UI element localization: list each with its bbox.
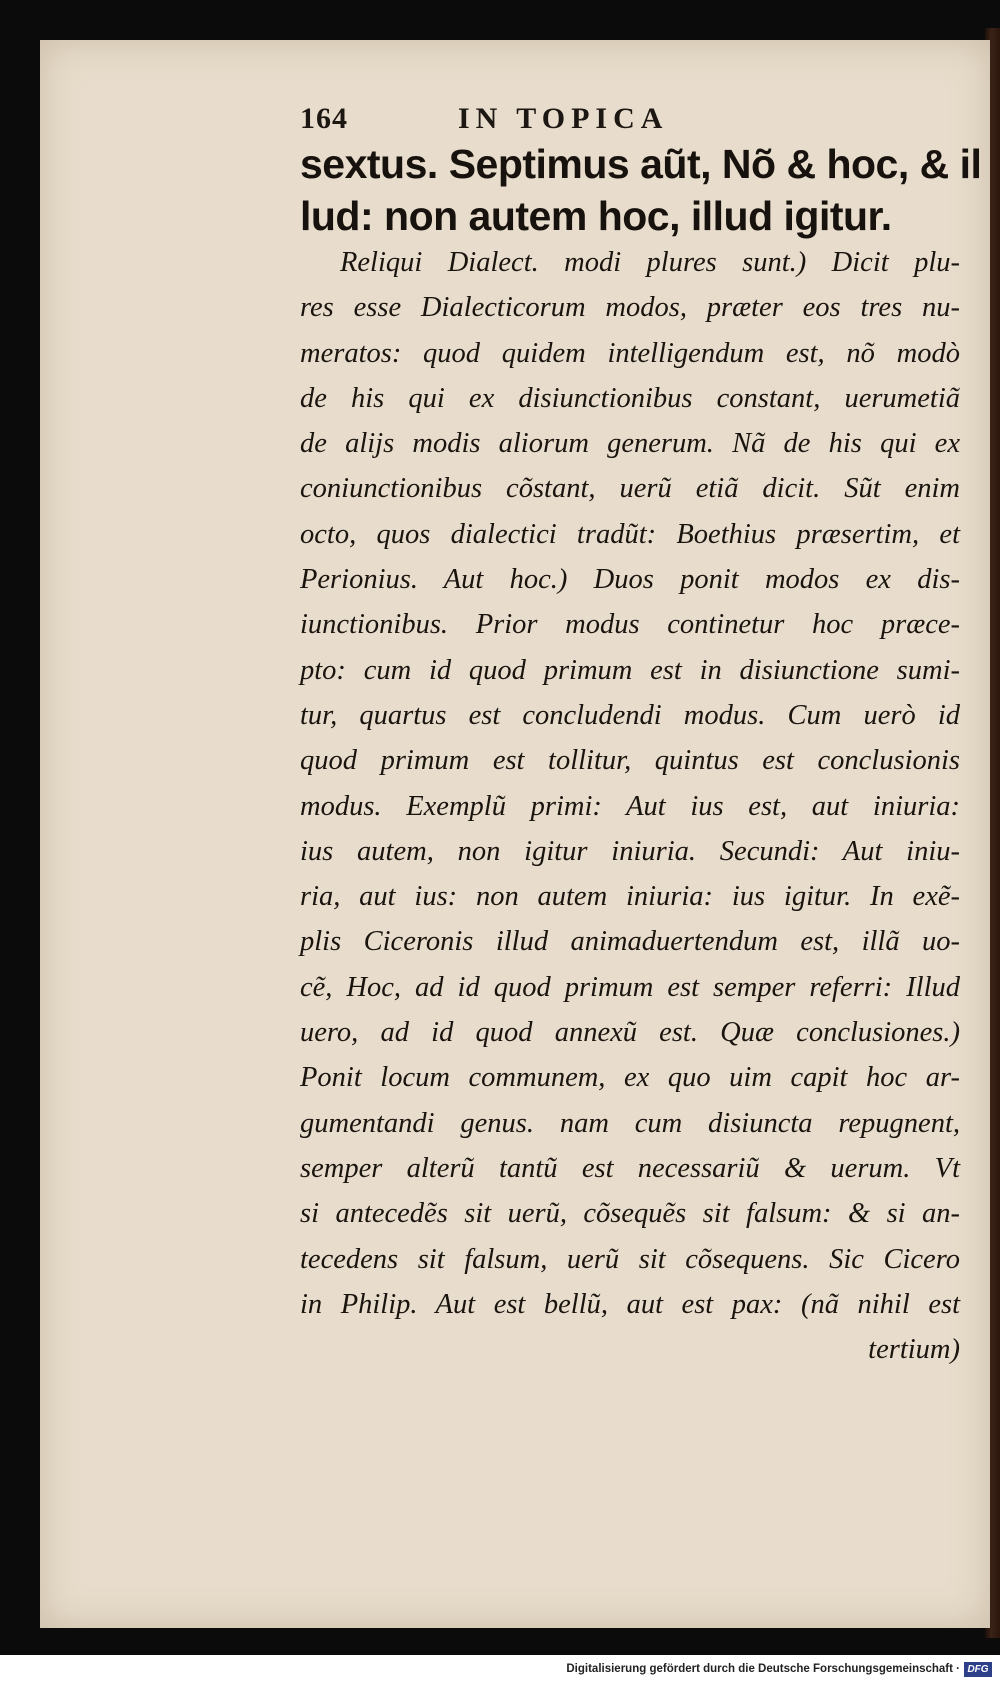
- commentary-line: semper alterũ tantũ est necessariũ & uerum. Vt: [300, 1152, 960, 1184]
- commentary-line: iunctionibus. Prior modus continetur hoc præce-: [300, 609, 960, 641]
- commentary-line: res esse Dialecticorum modos, præter eos tres nu-: [300, 292, 960, 324]
- commentary-line: Ponit locum communem, ex quo uim capit hoc ar-: [300, 1062, 960, 1094]
- commentary-line: de alijs modis aliorum generum. Nã de his qui ex: [300, 428, 960, 460]
- funding-credit: Digitalisierung gefördert durch die Deutsche Forschungsgemeinschaft ·: [566, 1663, 960, 1675]
- commentary-line: pto: cum id quod primum est in disiunctione sumi-: [300, 654, 960, 686]
- main-text-line: lud: non autem hoc, illud igitur.: [300, 193, 892, 239]
- commentary-line: si antecedẽs sit uerũ, cõsequẽs sit falsum: & si an-: [300, 1198, 960, 1230]
- commentary-line: quod primum est tollitur, quintus est conclusionis: [300, 745, 960, 777]
- commentary-line: tur, quartus est concludendi modus. Cum uerò id: [300, 699, 960, 731]
- commentary-line: plis Ciceronis illud animaduertendum est, illã uo-: [300, 926, 960, 958]
- commentary-line: ria, aut ius: non autem iniuria: ius igitur. In exẽ-: [300, 881, 960, 913]
- page-number: 164: [300, 102, 348, 135]
- running-head: IN TOPICA: [458, 102, 669, 135]
- main-text-block: [300, 138, 982, 242]
- main-text-line: sextus. Septimus aũt, Nõ & hoc, & il: [300, 141, 982, 187]
- digitization-footer: [0, 1655, 1000, 1686]
- commentary-line: tecedens sit falsum, uerũ sit cõsequens. Sic Cicero: [300, 1243, 960, 1275]
- commentary-line: Perionius. Aut hoc.) Duos ponit modos ex dis-: [300, 564, 960, 596]
- commentary-line: ius autem, non igitur iniuria. Secundi: Aut iniu-: [300, 835, 960, 867]
- commentary-line: de his qui ex disiunctionibus constant, uerumetiã: [300, 382, 960, 414]
- commentary-line: meratos: quod quidem intelligendum est, nõ modò: [300, 337, 960, 369]
- commentary-line-catchword: tertium): [868, 1334, 960, 1366]
- commentary-line: cẽ, Hoc, ad id quod primum est semper referri: Illud: [300, 971, 960, 1003]
- page-header: [300, 102, 820, 142]
- commentary-line: gumentandi genus. nam cum disiuncta repugnent,: [300, 1107, 960, 1139]
- commentary-line: octo, quos dialectici tradũt: Boethius præsertim, et: [300, 518, 960, 550]
- commentary-line: in Philip. Aut est bellũ, aut est pax: (nã nihil est: [300, 1288, 960, 1320]
- commentary-line: Reliqui Dialect. modi plures sunt.) Dicit plu-: [340, 247, 960, 278]
- commentary-block: [300, 240, 960, 1372]
- commentary-line: uero, ad id quod annexũ est. Quæ conclusiones.): [300, 1017, 960, 1049]
- commentary-line: coniunctionibus cõstant, uerũ etiã dicit. Sũt enim: [300, 473, 960, 505]
- dfg-logo-icon[interactable]: DFG: [964, 1662, 992, 1677]
- commentary-line: modus. Exemplũ primi: Aut ius est, aut iniuria:: [300, 790, 960, 822]
